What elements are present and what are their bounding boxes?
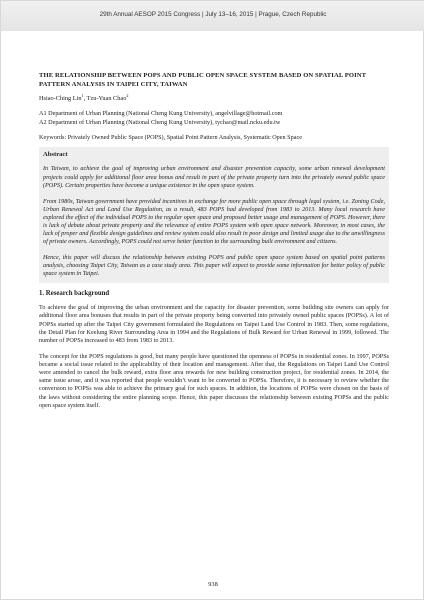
abstract-paragraph: In Taiwan, to achieve the goal of improving urban environment and disaster prevention capacity, some urban renewal development projects could apply for additional floor area bonus and result in part of the private property turn into the privately owned public space (POPS). Certain properties have become a unique existence in the open space system. [43, 166, 385, 189]
abstract-box [39, 147, 389, 283]
section-body [39, 304, 389, 409]
keywords: Keywords: Privately Owned Public Space (POPS), Spatial Point Pattern Analysis, Systematic Open Space [39, 134, 302, 142]
section-heading: 1. Research background [39, 290, 110, 298]
abstract-paragraph: From 1980s, Taiwan government have provided incentives in exchange for more public open space through legal system, i.e. Zoning Code, Urban Renewal Act and Land Use Regulation, as a result, 483 POPS had developed from 1983 to 2013. Many local research have explored the effect of the individual POPS to the regular open space and proposed better usage and management of POPS. However, there is lack of debate about private property and the relevance of entire POPS system with open space network. Moreover, in most cases, the lack of proper and flexible design guidelines and review system could also result in poor design and limited usage due to the unwillingness of private owners. Accordingly, POPS could not serve better function to the surrounding built environment and citizens. [43, 198, 385, 246]
affiliation-line: A2 Department of Urban Planning (National Cheng Kung University), tychao@mail.ncku.edu.tw [39, 119, 281, 127]
paper-title: THE RELATIONSHIP BETWEEN POPS AND PUBLIC OPEN SPACE SYSTEM BASED ON SPATIAL POINT PATTERN ANALYSIS IN TAIPEI CITY, TAIWAN [39, 72, 366, 88]
author-separator: , [83, 95, 87, 102]
abstract-paragraph: Hence, this paper will discuss the relationship between existing POPS and public open space system based on spatial point patterns analysis, choosing Taipei City, Taiwan as a case study area. This paper will expect to provide some information for better policy of public space system in Taipei. [43, 255, 385, 278]
affiliations [39, 109, 389, 127]
author-name: Tzu-Yuan Chao [86, 95, 127, 102]
author-mark: 2 [126, 92, 129, 98]
body-paragraph: The concept for the POPS regulations is good, but many people have questioned the openness of POPSs in residential zones. In 1997, POPSs became a social issue related to the applicability of their location and management. After that, the Regulations on Taipei Land Use Control were amended to cancel the bulk reward, extra floor area rewards for new building construction project, for residential zones. In 2014, the same issue arose, and it was reported that people wouldn’t want to be converted to POPSs. Therefore, it is necessary to review whether the conversion to POPSs was able to achieve the primary goal for such spaces. In addition, the locations of POPSs were chosen on the basis of the laws without considering the entire planning scope. Hence, this paper discusses the relationship between existing POPSs and the public open space system itself. [39, 354, 389, 409]
affiliation-line: A1 Department of Urban Planning (National Cheng Kung University), angelvillage@hotmail.com [39, 110, 283, 118]
author-name: Hsiao-Ching Lin [39, 95, 82, 102]
author-mark: 1 [81, 92, 84, 98]
author-line [39, 92, 389, 103]
body-paragraph: To achieve the goal of improving the urban environment and the capacity for disaster prevention, some building site owners can apply for additional floor area bonuses that results in part of the private property being converted into privately owned public spaces (POPSs). A lot of POPSs started up after the Taipei City government formulated the Regulations on Taipei Land Use Control in 1983. Then, some regulations, the Detail Plan for Keelung River Surrounding Area in 1994 and the Regulations of Bulk Reward for Urban Renewal in 1999, followed. The number of POPSs increased to 483 from 1983 to 2013. [39, 305, 389, 344]
page-content [39, 71, 389, 418]
page-number: 938 [208, 581, 218, 588]
abstract-heading: Abstract [43, 151, 68, 159]
running-header: 29th Annual AESOP 2015 Congress | July 13–16, 2015 | Prague, Czech Republic [99, 11, 327, 18]
